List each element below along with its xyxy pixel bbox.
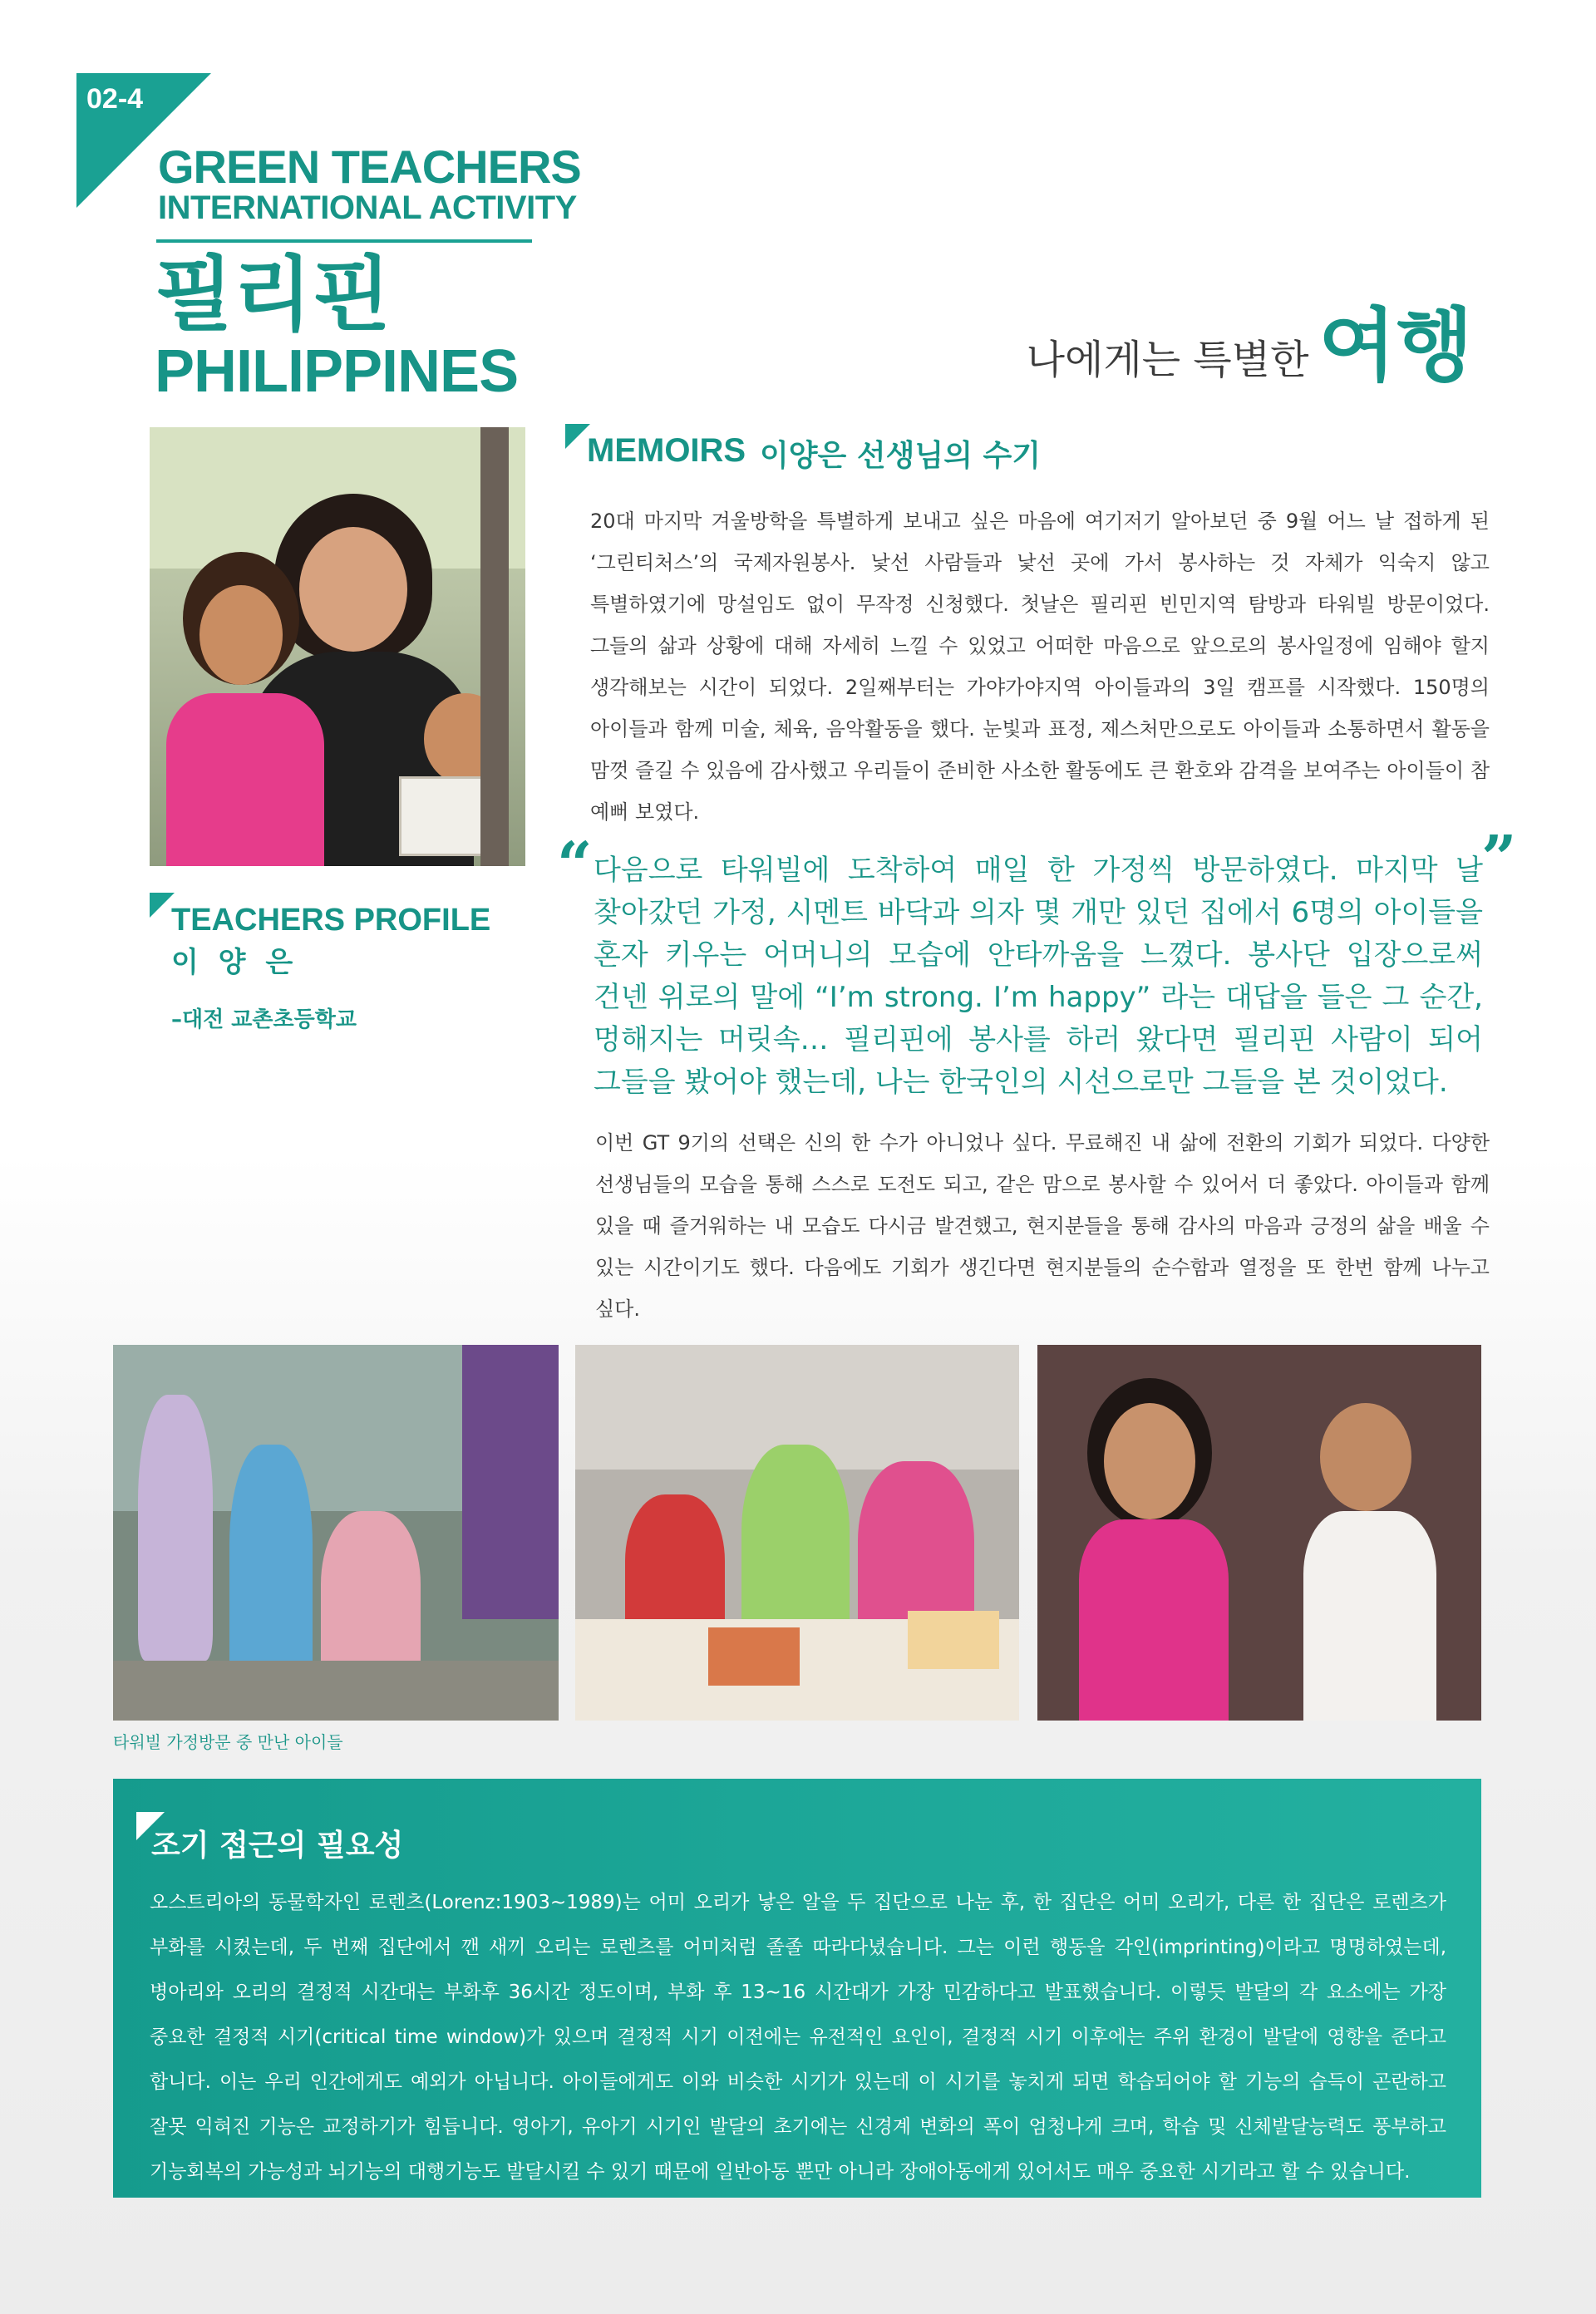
memoirs-label: MEMOIRS — [587, 432, 746, 469]
info-box-title: 조기 접근의 필요성 — [151, 1829, 404, 1863]
memoir-paragraph-2: 이번 GT 9기의 선택은 신의 한 수가 아니었나 싶다. 무료해진 내 삶에 전환의 기회가 되었다. 다양한 선생님들의 모습을 통해 스스로 도전도 되고, 같은 맘으로 봉사할 수 있어서 더 좋았다. 아이들과 함께 있을 때 즐거워하는 내 모습도 다시금 발견했고, 현지분들을 통해 감사의 마음과 긍정의 삶을 배울 수 있는 시간이기도 했다. 다음에도 기회가 생긴다면 현지분들의 순수함과 열정을 또 한번 함께 나누고 싶다. — [595, 1131, 1490, 1321]
children-photo-1 — [113, 1345, 559, 1721]
profile-school: –대전 교촌초등학교 — [171, 1007, 357, 1032]
trip-title-big: 여행 — [1318, 299, 1473, 392]
teacher-portrait-photo — [150, 427, 525, 866]
children-photo-2 — [575, 1345, 1019, 1721]
country-title-korean: 필리핀 — [155, 248, 392, 342]
section-code: 02-4 — [86, 83, 144, 115]
trip-title-small: 나에게는 특별한 — [1026, 337, 1309, 383]
brand-subtitle: INTERNATIONAL ACTIVITY — [158, 190, 577, 226]
profile-name: 이 양 은 — [171, 946, 298, 979]
open-quote-icon: “ — [557, 830, 593, 901]
profile-label: TEACHERS PROFILE — [171, 903, 491, 938]
info-box — [113, 1779, 1481, 2198]
brand-title: GREEN TEACHERS — [158, 140, 581, 193]
memoirs-author: 이양은 선생님의 수기 — [760, 439, 1042, 473]
brand-divider — [156, 239, 532, 243]
photo-caption: 타워빌 가정방문 중 만난 아이들 — [113, 1732, 343, 1752]
country-title-english: PHILIPPINES — [155, 338, 519, 405]
info-box-text: 오스트리아의 동물학자인 로렌츠(Lorenz:1903~1989)는 어미 오리가 낳은 알을 두 집단으로 나눈 후, 한 집단은 어미 오리가, 다른 한 집단은 로렌츠가 부화를 시켰는데, 두 번째 집단에서 깬 새끼 오리는 로렌츠를 어미처럼 졸졸 따라다녔습니다. 그는 이런 행동을 각인(imprinting)이라고 명명하였는데, 병아리와 오리의 결정적 시간대는 부화후 36시간 정도이며, 부화 후 13~16 시간대가 가장 민감하다고 발표했습니다. 이렇듯 발달의 각 요소에는 가장 중요한 결정적 시기(critical time window)가 있으며 결정적 시기 이전에는 유전적인 요인이, 결정적 시기 이후에는 주위 환경이 발달에 영향을 준다고 합니다. 이는 우리 인간에게도 예외가 아닙니다. 아이들에게도 이와 비슷한 시기가 있는데 이 시기를 놓치게 되면 학습되어야 할 기능의 습득이 곤란하고 잘못 익혀진 기능은 교정하기가 힘듭니다. 영아기, 유아기 시기인 발달의 초기에는 신경계 변화의 폭이 엄청나게 크며, 학습 및 신체발달능력도 풍부하고 기능회복의 가능성과 뇌기능의 대행기능도 발달시킬 수 있기 때문에 일반아동 뿐만 아니라 장애아동에게 있어서도 매우 중요한 시기라고 할 수 있습니다. — [150, 1892, 1446, 2183]
trip-title — [1027, 283, 1473, 396]
memoir-pull-quote: 다음으로 타워빌에 도착하여 매일 한 가정씩 방문하였다. 마지막 날 찾아갔던 가정, 시멘트 바닥과 의자 몇 개만 있던 집에서 6명의 아이들을 혼자 키우는 어머니의 모습에 안타까움을 느꼈다. 봉사단 입장으로써 건넨 위로의 말에 “I’m strong. I’m happy” 라는 대답을 들은 그 순간, 멍해지는 머릿속… 필리핀에 봉사를 하러 왔다면 필리핀 사람이 되어 그들을 봤어야 했는데, 나는 한국인의 시선으로만 그들을 본 것이었다. — [594, 854, 1483, 1099]
close-quote-icon: ” — [1481, 823, 1517, 894]
memoir-paragraph-1: 20대 마지막 겨울방학을 특별하게 보내고 싶은 마음에 여기저기 알아보던 중 9월 어느 날 접하게 된 ‘그린티처스’의 국제자원봉사. 낯선 사람들과 낯선 곳에 가서 봉사하는 것 자체가 익숙지 않고 특별하였기에 망설임도 없이 무작정 신청했다. 첫날은 필리핀 빈민지역 탐방과 타워빌 방문이었다. 그들의 삶과 상황에 대해 자세히 느낄 수 있었고 어떠한 마음으로 앞으로의 봉사일정에 임해야 할지 생각해보는 시간이 되었다. 2일째부터는 가야가야지역 아이들과의 3일 캠프를 시작했다. 150명의 아이들과 함께 미술, 체육, 음악활동을 했다. 눈빛과 표정, 제스처만으로도 아이들과 소통하면서 활동을 맘껏 즐길 수 있음에 감사했고 우리들이 준비한 사소한 활동에도 큰 환호와 감격을 보여주는 아이들이 참 예뻐 보였다. — [590, 510, 1490, 824]
children-photo-3 — [1037, 1345, 1481, 1721]
